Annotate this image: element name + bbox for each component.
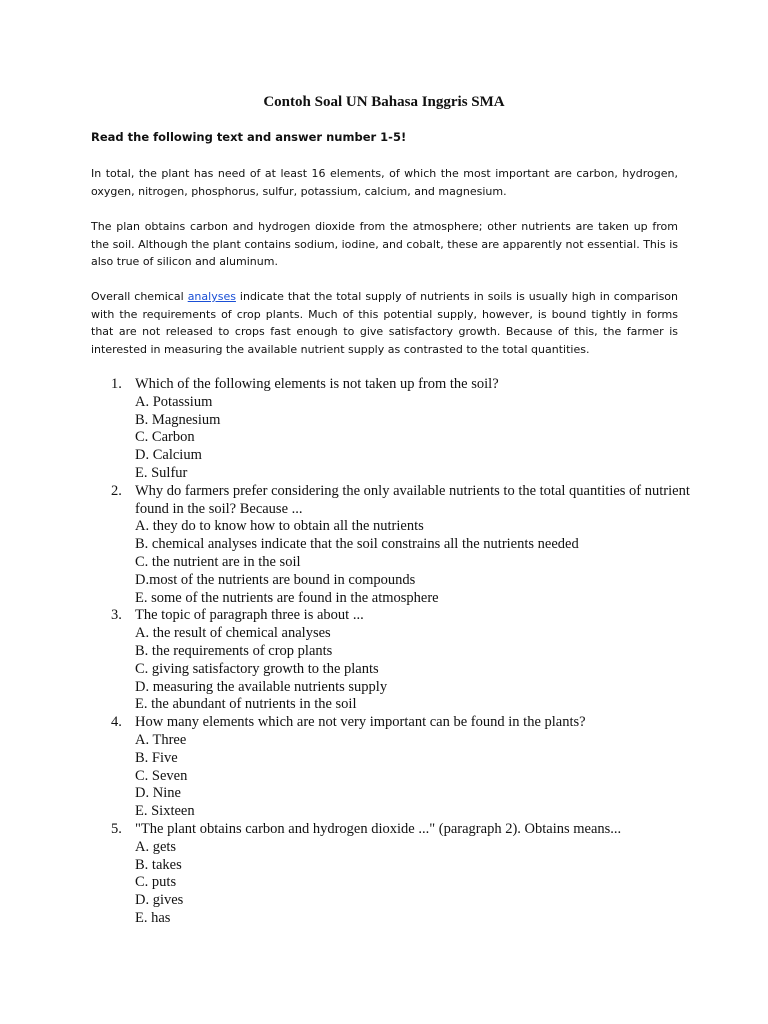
question-2 bbox=[111, 483, 691, 608]
paragraph-1: In total, the plant has need of at least 16 elements, of which the most important are carbon, hydrogen, oxygen, nitrogen, phosphorus, sulfur, potassium, calcium, and magnesium. bbox=[91, 167, 678, 198]
answer-option: A. they do to know how to obtain all the nutrients bbox=[135, 518, 424, 535]
question-3 bbox=[111, 607, 691, 714]
answer-option: D. gives bbox=[135, 892, 184, 909]
answer-option: B. chemical analyses indicate that the soil constrains all the nutrients needed bbox=[135, 536, 579, 553]
question-list bbox=[111, 376, 691, 928]
answer-option: D. measuring the available nutrients supply bbox=[135, 678, 388, 695]
answer-option: E. Sixteen bbox=[135, 803, 195, 820]
answer-option: A. gets bbox=[135, 838, 177, 855]
answer-option: D.most of the nutrients are bound in compounds bbox=[135, 571, 416, 588]
paragraph-3-start: Overall chemical bbox=[91, 290, 188, 303]
answer-option: E. some of the nutrients are found in the atmosphere bbox=[135, 589, 439, 606]
question-number: 3. bbox=[111, 607, 122, 624]
page-title: Contoh Soal UN Bahasa Inggris SMA bbox=[263, 94, 505, 110]
answer-option: E. has bbox=[135, 909, 171, 926]
answer-option: B. takes bbox=[135, 856, 182, 873]
question-text: How many elements which are not very important can be found in the plants? bbox=[135, 714, 586, 731]
question-number: 1. bbox=[111, 376, 122, 392]
analyses-link[interactable]: analyses bbox=[187, 290, 236, 303]
question-number: 2. bbox=[111, 482, 122, 499]
answer-option: D. Nine bbox=[135, 785, 181, 802]
answer-option: B. the requirements of crop plants bbox=[135, 642, 333, 659]
question-text: "The plant obtains carbon and hydrogen dioxide ..." (paragraph 2). Obtains means... bbox=[135, 820, 622, 837]
answer-option: B. Five bbox=[135, 749, 178, 766]
paragraph-3 bbox=[91, 288, 678, 359]
answer-option: C. the nutrient are in the soil bbox=[135, 553, 301, 570]
question-1 bbox=[111, 376, 691, 483]
answer-option: A. Three bbox=[135, 731, 187, 748]
answer-option: D. Calcium bbox=[135, 447, 202, 464]
answer-option: E. the abundant of nutrients in the soil bbox=[135, 696, 357, 713]
question-5 bbox=[111, 821, 691, 928]
question-4 bbox=[111, 714, 691, 821]
paragraph-3-rest: indicate that the total supply of nutrients in soils is usually high in comparison with the requirements of crop plants. Much of this potential supply, however, is bound tightly in forms that are not released to crops fast enough to give satisfactory growth. Because of this, the farmer is interested in measuring the available nutrient supply as contrasted to the total quantities. bbox=[91, 290, 678, 357]
answer-option: C. puts bbox=[135, 874, 177, 891]
question-number: 5. bbox=[111, 820, 122, 837]
answer-option: B. Magnesium bbox=[135, 411, 221, 428]
answer-option: A. the result of chemical analyses bbox=[135, 625, 331, 642]
answer-option: C. Carbon bbox=[135, 429, 195, 446]
paragraph-2: The plan obtains carbon and hydrogen dioxide from the atmosphere; other nutrients are taken up from the soil. Although the plant contains sodium, iodine, and cobalt, these are apparently not essential. This is also true of silicon and aluminum. bbox=[91, 220, 678, 269]
answer-option: E. Sulfur bbox=[135, 464, 188, 481]
question-text: Which of the following elements is not taken up from the soil? bbox=[135, 376, 499, 392]
answer-option: A. Potassium bbox=[135, 393, 213, 410]
answer-option: C. giving satisfactory growth to the plants bbox=[135, 660, 379, 677]
question-number: 4. bbox=[111, 714, 122, 731]
instruction-text: Read the following text and answer number 1-5! bbox=[91, 130, 407, 144]
answer-option: C. Seven bbox=[135, 767, 188, 784]
question-text: Why do farmers prefer considering the only available nutrients to the total quantities of nutrient found in the soil? Because ... bbox=[135, 482, 690, 517]
question-text: The topic of paragraph three is about ... bbox=[135, 607, 364, 624]
